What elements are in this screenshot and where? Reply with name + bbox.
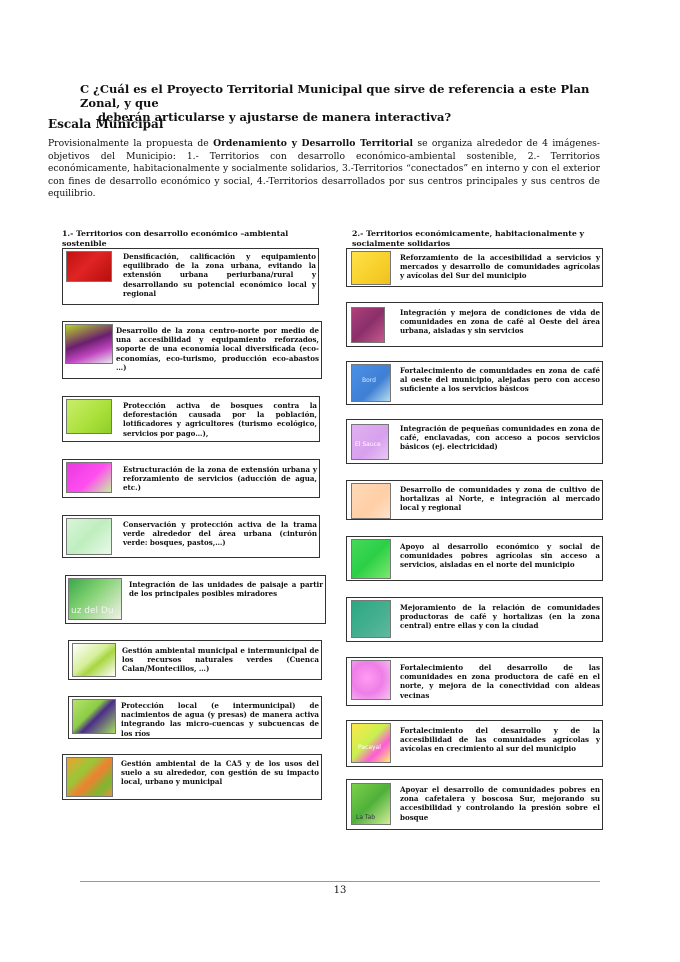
map-thumbnail: [351, 783, 391, 825]
col1-item-2-text: Desarrollo de la zona centro-norte por medio de una accesibilidad y equipamiento reforzados, soporte de una economía local diversificada (eco-economías, eco-turismo, producción eco-abastos …): [116, 326, 319, 372]
map-thumbnail: [72, 699, 116, 734]
col1-item-8: [68, 696, 322, 739]
col2-item-7-text: Mejoramiento de la relación de comunidades productoras de café y hortalizas (en la zona central) entre ellas y con la ciudad: [400, 603, 600, 631]
col2-item-6-text: Apoyo al desarrollo económico y social de comunidades pobres agrícolas sin acceso a servicios, aisladas en el norte del municipio: [400, 542, 600, 570]
col2-item-6: [346, 536, 603, 581]
col2-item-9: [346, 720, 603, 767]
col2-item-4: [346, 419, 603, 464]
map-thumbnail: [351, 539, 391, 579]
col1-item-6-text: Integración de las unidades de paisaje a partir de los principales posibles miradores: [129, 580, 323, 599]
map-place-label: La Tab: [356, 814, 376, 821]
col2-item-2: [346, 302, 603, 347]
intro-text-1: Provisionalmente la propuesta de: [48, 138, 214, 149]
col1-item-7-text: Gestión ambiental municipal e intermunicipal de los recursos naturales verdes (Cuenca Calan/Montecillos, …): [122, 646, 319, 674]
col2-item-5-text: Desarrollo de comunidades y zona de cultivo de hortalizas al Norte, e integración al mercado local y regional: [400, 485, 600, 513]
intro-text-2: se organiza alrededor de 4 imágenes-objetivos del Municipio: 1.- Territorios con desarrollo económico-ambiental sostenible, 2.- Territorios económicamente, habitacionalmente y socialmente solidarios, 3.-Territorios “conectados” en interno y con el exterior con fines de desarrollo económico y social, 4.-Territorios desarrollados por sus centros principales y sus centros de equilibrio.: [48, 138, 600, 200]
col1-item-4-text: Estructuración de la zona de extensión urbana y reforzamiento de servicios (aducción de agua, etc.): [123, 465, 317, 493]
col2-item-9-text: Fortalecimiento del desarrollo y de la accesibilidad de las comunidades agrícolas y avícolas en crecimiento al sur del municipio: [400, 726, 600, 754]
col1-item-1-text: Densificación, calificación y equipamiento equilibrado de la zona urbana, evitando la extensión urbana periurbana/rural y desarrollando su potencial económico local y regional: [123, 252, 316, 298]
map-thumbnail: [351, 307, 385, 343]
col1-item-5: [62, 515, 320, 558]
col2-item-2-text: Integración y mejora de condiciones de vida de comunidades en zona de café al Oeste del área urbana, aisladas y sin servicios: [400, 308, 600, 336]
intro-paragraph: [48, 138, 600, 201]
map-thumbnail: [351, 364, 391, 402]
col2-item-8: [346, 657, 603, 706]
col2-item-10: [346, 779, 603, 830]
col1-item-6: [65, 575, 326, 624]
intro-bold-term: Ordenamiento y Desarrollo Territorial: [213, 138, 414, 149]
col1-item-8-text: Protección local (e intermunicipal) de nacimientos de agua (y presas) de manera activa integrando las micro-cuencas y subcuencas de los ríos: [121, 701, 319, 738]
col2-item-7: [346, 597, 603, 642]
col2-item-1-text: Reforzamiento de la accesibilidad a servicios y mercados y desarrollo de comunidades agrícolas y avícolas del Sur del municipio: [400, 253, 600, 281]
col1-item-9-text: Gestión ambiental de la CA5 y de los usos del suelo a su alrededor, con gestión de su impacto local, urbano y municipal: [121, 759, 319, 787]
col2-item-10-text: Apoyar el desarrollo de comunidades pobres en zona cafetalera y boscosa Sur, mejorando su accesibilidad y controlando la presión sobre el bosque: [400, 785, 600, 822]
map-thumbnail: [351, 600, 391, 638]
col2-item-1: [346, 248, 603, 287]
map-thumbnail: [351, 424, 389, 460]
map-thumbnail: [72, 643, 116, 677]
map-thumbnail: [66, 518, 112, 555]
column-2-title: 2.- Territorios económicamente, habitacionalmente y socialmente solidarios: [352, 229, 585, 248]
col2-item-4-text: Integración de pequeñas comunidades en zona de café, enclavadas, con acceso a pocos servicios básicos (ej. electricidad): [400, 424, 600, 452]
col2-item-3-text: Fortalecimiento de comunidades en zona de café al oeste del municipio, alejadas pero con acceso suficiente a los servicios básicos: [400, 366, 600, 394]
map-thumbnail: [66, 251, 112, 282]
map-thumbnail: [66, 399, 112, 434]
subheading: Escala Municipal: [48, 117, 164, 131]
page-number: 13: [333, 885, 347, 896]
map-thumbnail: [351, 251, 391, 285]
map-place-label: uz del Du: [71, 606, 114, 616]
col1-item-9: [62, 754, 322, 800]
map-thumbnail: [68, 578, 122, 620]
col2-item-8-text: Fortalecimiento del desarrollo de las comunidades en zona productora de café en el norte, y mejora de la conectividad con aldeas vecinas: [400, 663, 600, 700]
map-thumbnail: [351, 483, 391, 519]
map-thumbnail: [65, 324, 113, 364]
col2-item-5: [346, 480, 603, 520]
col1-item-3-text: Protección activa de bosques contra la deforestación causada por la población, lotificadores y agricultores (turismo ecológico, servicios por pago…),: [123, 401, 317, 438]
col1-item-5-text: Conservación y protección activa de la trama verde alrededor del área urbana (cinturón verde: bosques, pastos,…): [123, 520, 317, 548]
map-place-label: Bord: [362, 377, 376, 384]
map-thumbnail: [66, 462, 112, 493]
map-place-label: Pacayal: [358, 744, 381, 751]
column-1-title: 1.- Territorios con desarrollo económico –ambiental sostenible: [62, 229, 289, 248]
col1-item-3: [62, 396, 320, 442]
footer-rule: [80, 881, 600, 882]
map-thumbnail: [351, 723, 391, 763]
map-place-label: El Sauce: [355, 441, 381, 448]
col1-item-4: [62, 459, 320, 498]
map-thumbnail: [66, 757, 113, 797]
map-thumbnail: [351, 660, 391, 700]
col1-item-7: [68, 640, 322, 680]
col1-item-2: [62, 321, 322, 379]
col2-item-3: [346, 361, 603, 405]
heading-line-1: C ¿Cuál es el Proyecto Territorial Municipal que sirve de referencia a este Plan Zonal, y que: [80, 82, 590, 110]
heading-line-2: deberán articularse y ajustarse de manera interactiva?: [98, 110, 452, 124]
col1-item-1: [62, 248, 319, 305]
